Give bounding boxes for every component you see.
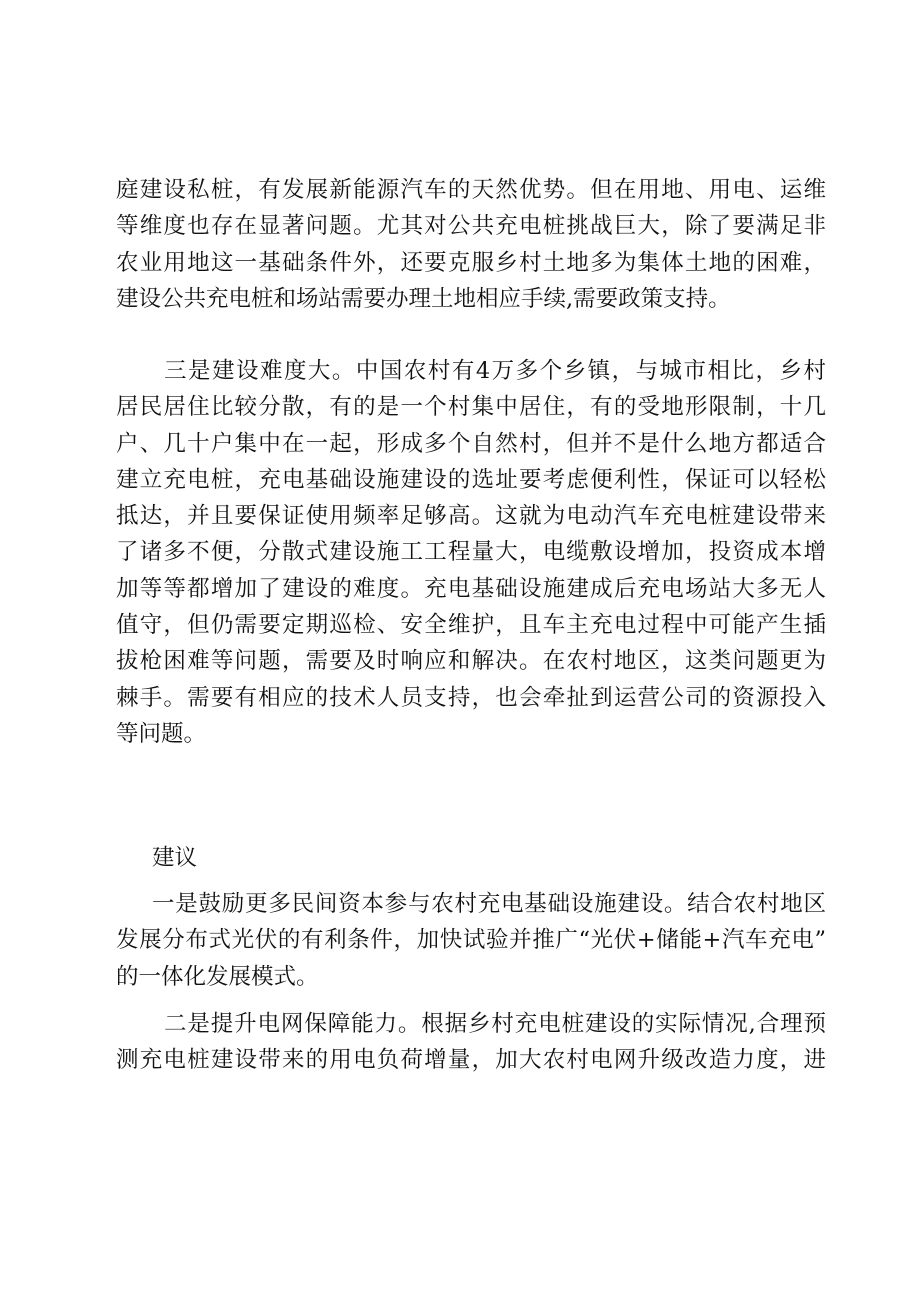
paragraph-line: 了诸多不便，分散式建设施工工程量大，电缆敷设增加，投资成本增 (116, 539, 826, 566)
paragraph-line: 值守，但仍需要定期巡检、安全维护，且车主充电过程中可能产生插 (116, 612, 826, 639)
paragraph-5 (116, 1006, 826, 1079)
paragraph-line: 农业用地这一基础条件外，还要克服乡村土地多为集体土地的困难， (116, 249, 826, 276)
heading-text: 建议 (152, 845, 198, 871)
section-heading (116, 840, 826, 876)
paragraph-line: 棘手。需要有相应的技术人员支持，也会牵扯到运营公司的资源投入 (116, 684, 826, 711)
paragraph-line: 等问题。 (116, 720, 207, 747)
paragraph-line: 建设公共充电桩和场站需要办理土地相应手续,需要政策支持。 (116, 285, 731, 312)
paragraph-line: 发展分布式光伏的有利条件，加快试验并推广“光伏+储能+汽车充电” (116, 927, 826, 954)
paragraph-line: 户、几十户集中在一起，形成多个自然村，但并不是什么地方都适合 (116, 430, 826, 457)
paragraph-line: 建立充电桩，充电基础设施建设的选址要考虑便利性，保证可以轻松 (116, 466, 826, 493)
paragraph-line: 居民居住比较分散，有的是一个村集中居住，有的受地形限制，十几 (116, 394, 826, 421)
paragraph-line: 测充电桩建设带来的用电负荷增量，加大农村电网升级改造力度，进 (116, 1047, 826, 1074)
paragraph-line: 一是鼓励更多民间资本参与农村充电基础设施建设。结合农村地区 (152, 891, 826, 917)
paragraph-4 (116, 886, 826, 995)
paragraph-line: 二是提升电网保障能力。根据乡村充电桩建设的实际情况,合理预 (164, 1011, 826, 1037)
paragraph-line: 拔枪困难等问题，需要及时响应和解决。在农村地区，这类问题更为 (116, 648, 826, 675)
paragraph-line: 加等等都增加了建设的难度。充电基础设施建成后充电场站大多无人 (116, 575, 826, 602)
paragraph-line: 等维度也存在显著问题。尤其对公共充电桩挑战巨大，除了要满足非 (116, 213, 826, 240)
paragraph-line: 的一体化发展模式。 (116, 963, 319, 990)
paragraph-line: 庭建设私桩，有发展新能源汽车的天然优势。但在用地、用电、运维 (116, 177, 826, 203)
paragraph-line: 抵达，并且要保证使用频率足够高。这就为电动汽车充电桩建设带来 (116, 503, 826, 530)
paragraph-line: 三是建设难度大。中国农村有4万多个乡镇，与城市相比，乡村 (164, 358, 826, 384)
paragraph-2 (116, 353, 826, 752)
paragraph-1 (116, 172, 826, 317)
